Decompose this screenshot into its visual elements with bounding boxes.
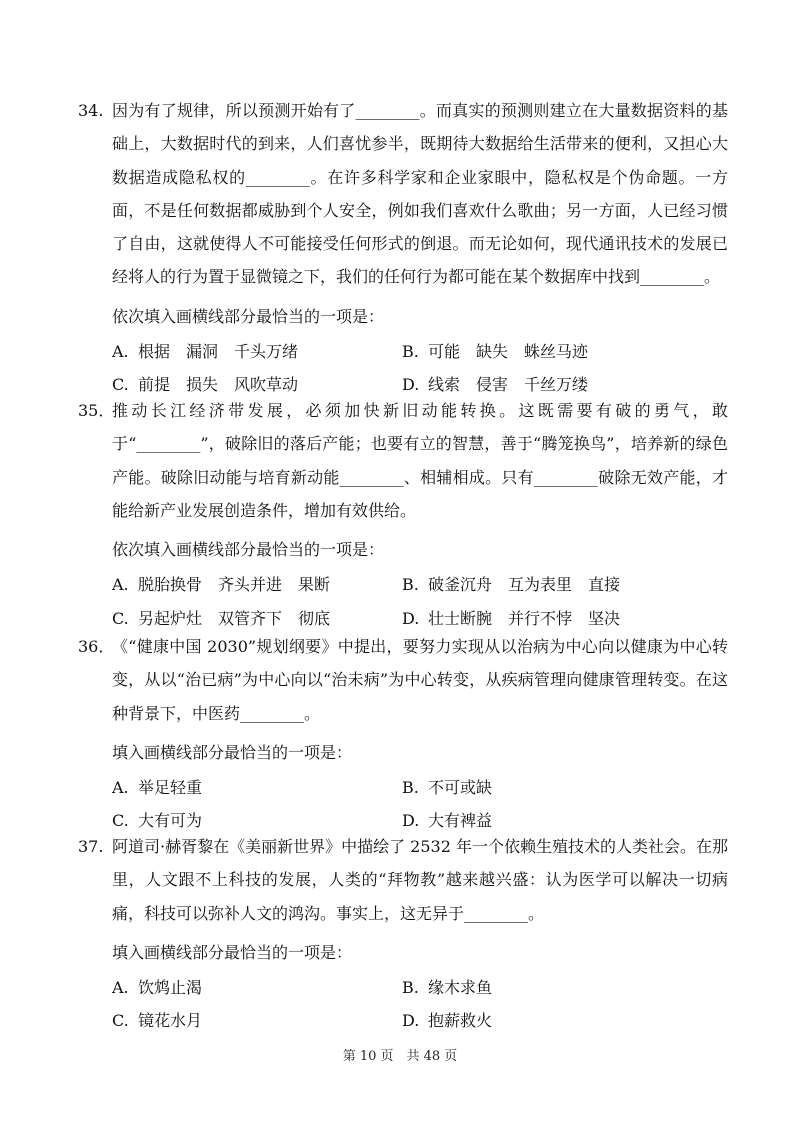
question-instruction: 依次填入画横线部分最恰当的一项是： — [112, 540, 385, 560]
question-instruction: 填入画横线部分最恰当的一项是： — [112, 942, 353, 962]
question-stem: 因为有了规律，所以预测开始有了________。而真实的预测则建立在大量数据资料的基础上，大数据时代的到来，人们喜忧参半，既期待大数据给生活带来的便利，又担心大数据造成隐私权的________。在许多科学家和企业家眼中，隐私权是个伪命题。一方面，不是任何数据都威胁到个人安全，例如我们喜欢什么歌曲；另一方面，人已经习惯了自由，这就使得人不可能接受任何形式的倒退。而无论如何，现代通讯技术的发展已经将人的行为置于显微镜之下，我们的任何行为都可能在某个数据库中找到________。 — [112, 101, 728, 287]
option-letter: B. — [402, 778, 419, 798]
option-letter: C. — [112, 1011, 129, 1031]
option-letter: A. — [112, 575, 129, 595]
option-a[interactable] — [112, 568, 402, 601]
option-letter: C. — [112, 375, 129, 395]
option-letter: D. — [402, 811, 420, 831]
option-letter: A. — [112, 778, 129, 798]
option-a[interactable] — [112, 971, 402, 1004]
option-a[interactable] — [112, 771, 402, 804]
option-letter: A. — [112, 978, 129, 998]
option-text: 不可或缺 — [428, 778, 493, 798]
option-d[interactable] — [402, 1004, 692, 1037]
option-b[interactable] — [402, 568, 692, 601]
question-number: 35． — [78, 401, 115, 420]
option-letter: B. — [402, 342, 419, 362]
question-stem: 推动长江经济带发展，必须加快新旧动能转换。这既需要有破的勇气，敢于“________”，破除旧的落后产能；也要有立的智慧，善于“腾笼换鸟”，培养新的绿色产能。破除旧动能与培育新动能________、相辅相成。只有________破除无效产能，才能给新产业发展创造条件，增加有效供给。 — [112, 401, 728, 520]
option-text: 饮鸩止渴 — [138, 978, 203, 998]
option-text: 破釜沉舟 互为表里 直接 — [428, 575, 621, 595]
option-letter: C. — [112, 608, 129, 628]
option-a[interactable] — [112, 335, 402, 368]
option-text: 壮士断腕 并行不悖 坚决 — [428, 608, 621, 628]
option-text: 大有可为 — [138, 811, 203, 831]
option-text: 抱薪救火 — [428, 1011, 493, 1031]
question-number: 36． — [78, 637, 115, 656]
option-text: 线索 侵害 千丝万缕 — [428, 375, 589, 395]
option-b[interactable] — [402, 771, 692, 804]
question-stem: 阿道司·赫胥黎在《美丽新世界》中描绘了 2532 年一个依赖生殖技术的人类社会。在那里，人文跟不上科技的发展，人类的“拜物教”越来越兴盛：认为医学可以解决一切病痛，科技可以弥补人文的鸿沟。事实上，这无异于________。 — [112, 837, 728, 923]
option-text: 大有裨益 — [428, 811, 493, 831]
option-text: 可能 缺失 蛛丝马迹 — [428, 342, 589, 362]
question-37 — [78, 830, 728, 1038]
option-text: 脱胎换骨 齐头并进 果断 — [138, 575, 331, 595]
page-footer: 第 10 页 共 48 页 — [342, 1049, 458, 1064]
option-list — [112, 568, 728, 635]
question-instruction: 依次填入画横线部分最恰当的一项是： — [112, 306, 385, 326]
option-letter: D. — [402, 608, 420, 628]
option-b[interactable] — [402, 971, 692, 1004]
option-letter: B. — [402, 575, 419, 595]
option-text: 另起炉灶 双管齐下 彻底 — [138, 608, 331, 628]
option-c[interactable] — [112, 1004, 402, 1037]
option-letter: C. — [112, 811, 129, 831]
option-list — [112, 971, 728, 1038]
option-text: 缘木求鱼 — [428, 978, 493, 998]
option-letter: D. — [402, 375, 420, 395]
question-35 — [78, 394, 728, 635]
option-letter: B. — [402, 978, 419, 998]
option-letter: A. — [112, 342, 129, 362]
option-text: 举足轻重 — [138, 778, 203, 798]
question-number: 37. — [78, 837, 104, 856]
option-text: 镜花水月 — [138, 1011, 203, 1031]
option-letter: D. — [402, 1011, 420, 1031]
question-number: 34. — [78, 101, 104, 120]
option-b[interactable] — [402, 335, 692, 368]
question-instruction: 填入画横线部分最恰当的一项是： — [112, 742, 353, 762]
question-36 — [78, 630, 728, 838]
question-34 — [78, 94, 728, 402]
option-text: 前提 损失 风吹草动 — [138, 375, 299, 395]
option-list — [112, 335, 728, 402]
option-text: 根据 漏洞 千头万绪 — [138, 342, 299, 362]
question-stem: 《“健康中国 2030”规划纲要》中提出，要努力实现从以治病为中心向以健康为中心转变，从以“治已病”为中心向以“治未病”为中心转变，从疾病管理向健康管理转变。在这种背景下，中医药________。 — [112, 637, 728, 723]
option-list — [112, 771, 728, 838]
